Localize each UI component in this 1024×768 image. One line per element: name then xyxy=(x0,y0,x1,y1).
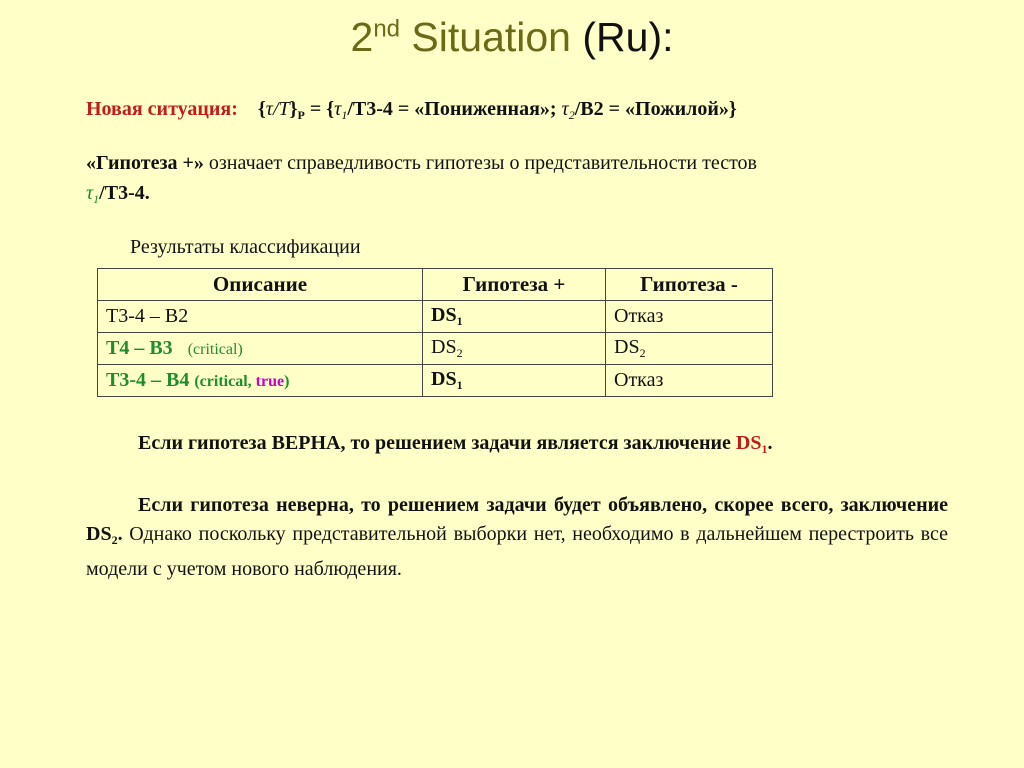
brace-close: } xyxy=(289,98,298,120)
conclusion-false-rest: Однако поскольку представительной выборки нет, необходимо в дальнейшем перестроить все модели с учетом нового наблюдения. xyxy=(86,523,948,580)
tau1-subscript: 1 xyxy=(341,108,348,122)
row1-description: Т3-4 – В2 xyxy=(98,301,423,333)
results-table xyxy=(97,268,773,397)
table-header-row xyxy=(98,269,773,301)
row3-hypothesis-minus: Отказ xyxy=(606,365,773,397)
t34-value: /Т3-4 = «Пониженная»; xyxy=(347,98,562,120)
tau2-subscript: 2 xyxy=(568,108,575,122)
row1-hypothesis-minus: Отказ xyxy=(606,301,773,333)
hypothesis-tau: τ xyxy=(86,182,94,204)
new-situation-line xyxy=(86,98,737,123)
table-row xyxy=(98,333,773,365)
row3-description: Т3-4 – В4 (critical, true) xyxy=(98,365,423,397)
row3-true-label: true xyxy=(255,373,285,390)
brace-open: { xyxy=(257,98,266,120)
b2-value: /В2 = «Пожилой»} xyxy=(574,98,737,120)
hypothesis-end: /Т3-4. xyxy=(99,182,150,204)
header-hypothesis-plus: Гипотеза + xyxy=(423,269,606,301)
row1-hypothesis-plus: $DS_1$ xyxy=(423,301,606,333)
title-ru: (Ru): xyxy=(582,14,674,60)
title-superscript: nd xyxy=(373,15,401,43)
hypothesis-lead: «Гипотеза +» xyxy=(86,152,204,174)
tau2-symbol: τ xyxy=(561,98,569,120)
equals: = { xyxy=(304,98,335,120)
conclusion-true: Если гипотеза ВЕРНА, то решением задачи является заключение $DS_1$. xyxy=(138,432,773,456)
slide-title xyxy=(0,14,1024,61)
ds1-red: $DS_1$ xyxy=(735,432,768,456)
table-row xyxy=(98,365,773,397)
title-number: 2 xyxy=(350,14,374,60)
new-situation-label: Новая ситуация: xyxy=(86,98,238,120)
row2-description: Т4 – В3 (critical) xyxy=(98,333,423,365)
title-word: Situation xyxy=(411,14,571,60)
row2-hypothesis-minus: $DS_2$ xyxy=(606,333,773,365)
row2-critical-note: (critical) xyxy=(187,341,243,358)
slash-t: /T xyxy=(272,98,290,120)
hypothesis-tau-subscript: 1 xyxy=(93,192,100,206)
row3-hypothesis-plus: $DS_1$ xyxy=(423,365,606,397)
conclusion-false-bold: Если гипотеза неверна, то решением задачи будет объявлено, скорее всего, заключение DS xyxy=(86,494,948,545)
table-caption: Результаты классификации xyxy=(130,236,361,258)
row2-hypothesis-plus: $DS_2$ xyxy=(423,333,606,365)
tau-symbol: τ xyxy=(265,98,273,120)
conclusion-false: Если гипотеза неверна, то решением задачи будет объявлено, скорее всего, заключение $DS_2$. Однако поскольку представительной выборки нет, необходимо в дальнейшем перестроить все модели с учетом нового наблюдения. xyxy=(86,494,948,580)
table-row xyxy=(98,301,773,333)
tau1-symbol: τ xyxy=(334,98,342,120)
header-hypothesis-minus: Гипотеза - xyxy=(606,269,773,301)
hypothesis-definition xyxy=(86,148,946,214)
header-description: Описание xyxy=(98,269,423,301)
subscript-p: P xyxy=(297,108,305,122)
hypothesis-text: означает справедливость гипотезы о представительности тестов xyxy=(203,152,757,174)
